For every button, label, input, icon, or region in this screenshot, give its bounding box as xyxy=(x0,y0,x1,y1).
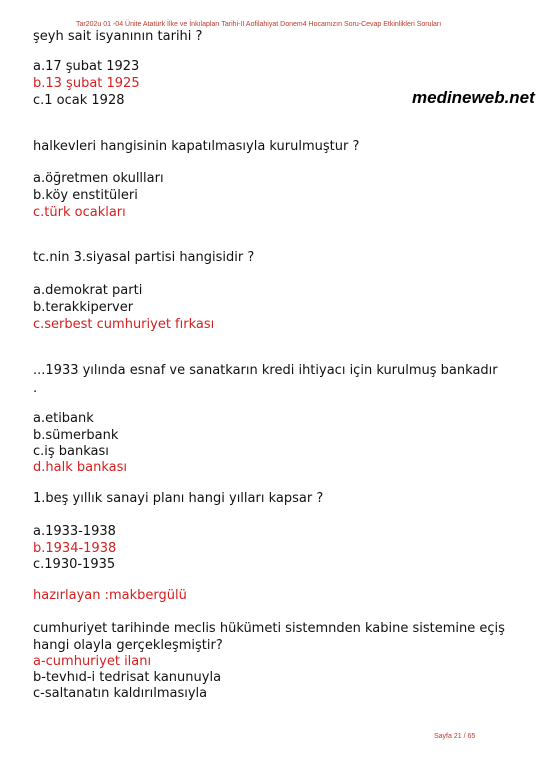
q2-option-a: a.öğretmen okullları xyxy=(33,171,164,186)
q4-option-d-answer: d.halk bankası xyxy=(33,460,127,475)
question-2: halkevleri hangisinin kapatılmasıyla kurulmuştur ? xyxy=(33,139,360,154)
question-3: tc.nin 3.siyasal partisi hangisidir ? xyxy=(33,250,255,265)
q6-option-a-answer: a-cumhuriyet ilanı xyxy=(33,654,152,669)
q5-option-c: c.1930-1935 xyxy=(33,557,116,572)
q2-option-b: b.köy enstitüleri xyxy=(33,188,138,203)
q4-option-b: b.sümerbank xyxy=(33,428,119,443)
q3-option-b: b.terakkiperver xyxy=(33,300,134,315)
question-4-dot: . xyxy=(33,381,38,396)
q2-option-c-answer: c.türk ocakları xyxy=(33,205,126,220)
q3-option-c-answer: c.serbest cumhuriyet fırkası xyxy=(33,317,215,332)
watermark: medineweb.net xyxy=(412,88,535,107)
q1-option-b-answer: b.13 şubat 1925 xyxy=(33,76,140,91)
q4-option-a: a.etibank xyxy=(33,411,94,426)
q5-option-a: a.1933-1938 xyxy=(33,524,116,539)
question-1: şeyh sait isyanının tarihi ? xyxy=(33,29,203,44)
q5-option-b-answer: b.1934-1938 xyxy=(33,541,117,556)
author-credit: hazırlayan :makbergülü xyxy=(33,588,187,603)
page-number: Sayfa 21 / 65 xyxy=(434,733,476,740)
question-4: ...1933 yılında esnaf ve sanatkarın kredi ihtiyacı için kurulmuş bankadır xyxy=(33,363,498,378)
question-6-line-1: cumhuriyet tarihinde meclis hükümeti sistemnden kabine sistemine eçiş xyxy=(33,621,505,636)
question-6-line-2: hangi olayla gerçekleşmiştir? xyxy=(33,638,223,653)
q4-option-c: c.iş bankası xyxy=(33,444,109,459)
q3-option-a: a.demokrat parti xyxy=(33,283,143,298)
q1-option-a: a.17 şubat 1923 xyxy=(33,59,140,74)
question-5: 1.beş yıllık sanayi planı hangi yılları kapsar ? xyxy=(33,491,324,506)
q1-option-c: c.1 ocak 1928 xyxy=(33,93,125,108)
q6-option-b: b-tevhıd-i tedrisat kanunuyla xyxy=(33,670,222,685)
page-header: Tar202u 01 -04 Ünite Atatürk İlke ve İnkılapları Tarihi-II Aofilahiyat Donem4 Hocamızın Soru-Cevap Etkinlikleri Soruları xyxy=(76,21,442,28)
q6-option-c: c-saltanatın kaldırılmasıyla xyxy=(33,686,208,701)
